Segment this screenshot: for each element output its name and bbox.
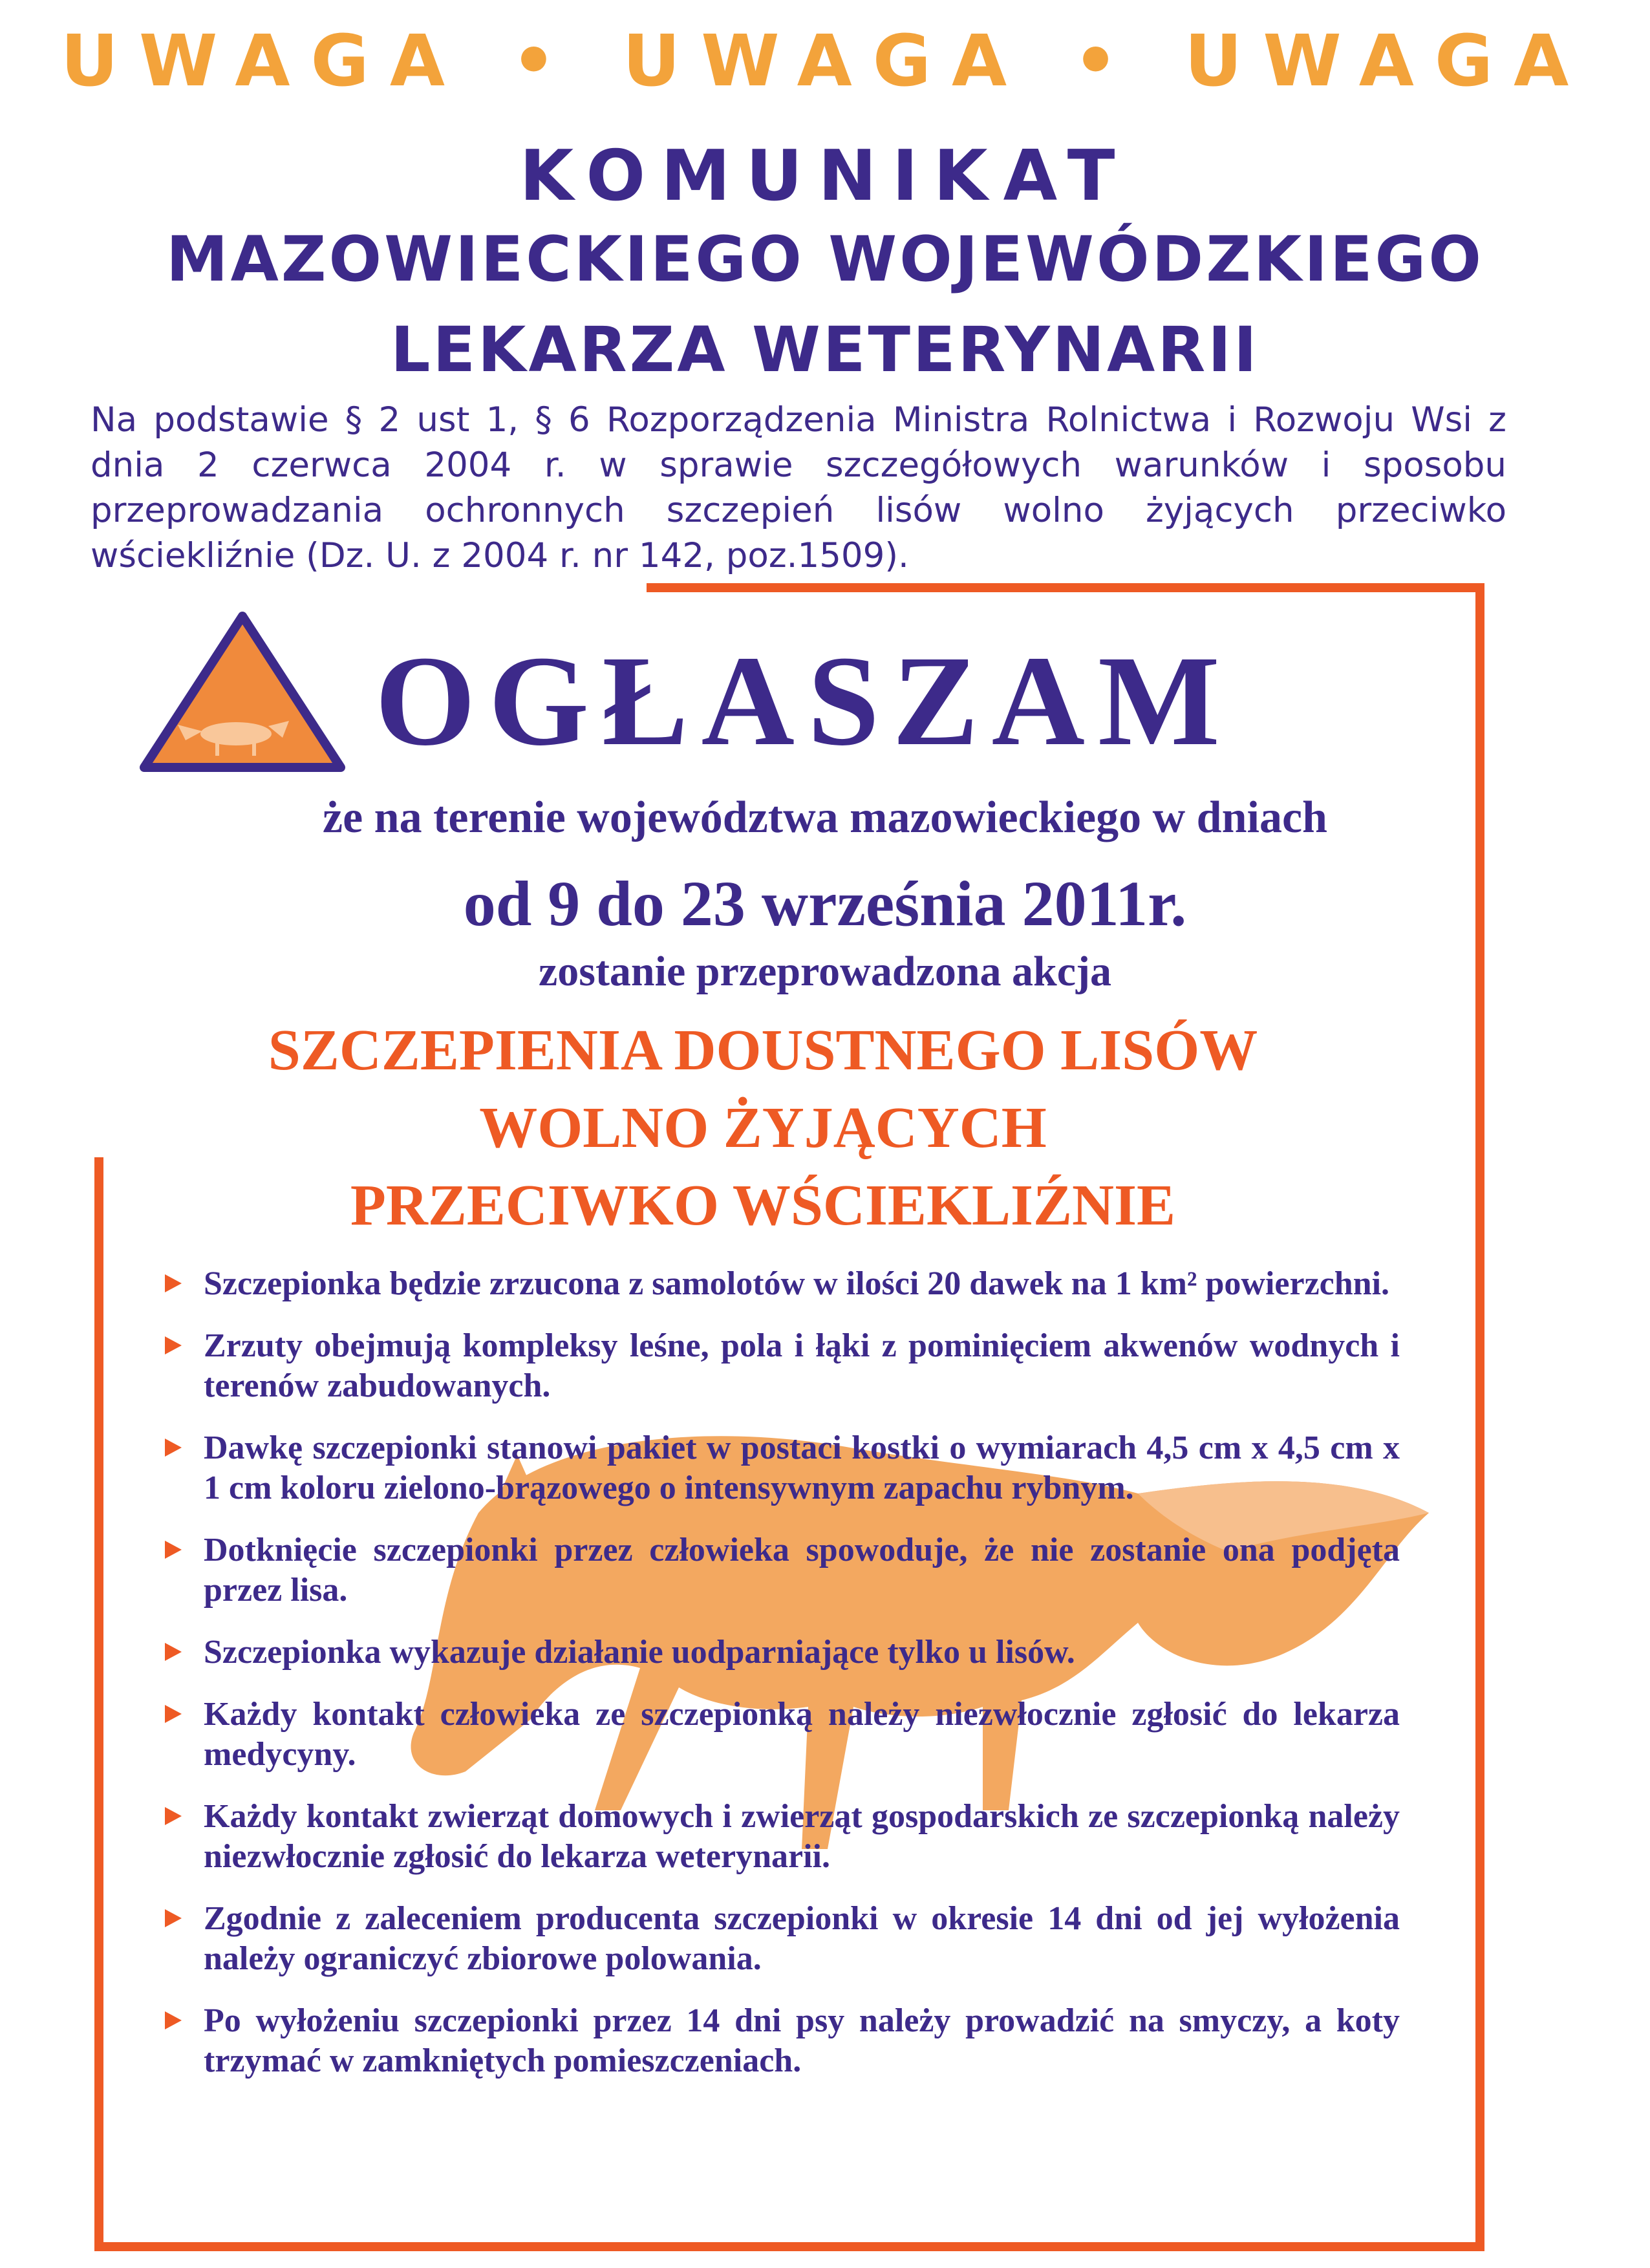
announcement-action: zostanie przeprowadzona akcja (538, 948, 1112, 995)
frame-border-top (647, 583, 1484, 592)
notice-subtitle-line2: LEKARZA WETERYNARII (391, 314, 1259, 386)
list-item-text: Po wyłożeniu szczepionki przez 14 dni psy należy prowadzić na smyczy, a koty trzymać w zamkniętych pomieszczeniach. (204, 2002, 1400, 2079)
frame-border-left (94, 1157, 103, 2251)
arrow-bullet-icon (165, 2011, 182, 2029)
arrow-bullet-icon (165, 1336, 182, 1354)
list-item (165, 1695, 1400, 1775)
attention-banner: UWAGA • UWAGA • UWAGA (60, 19, 1590, 102)
announcement-heading: OGŁASZAM (375, 630, 1233, 773)
list-item (165, 1326, 1400, 1406)
legal-basis-paragraph: Na podstawie § 2 ust 1, § 6 Rozporządzenia Ministra Rolnictwa i Rozwoju Wsi z dnia 2 czerwca 2004 r. w sprawie szczegółowych warunków i sposobu przeprowadzania ochronnych szczepień lisów wolno żyjących przeciwko wściekliźnie (Dz. U. z 2004 r. nr 142, poz.1509). (91, 400, 1506, 575)
list-item (165, 1264, 1400, 1304)
arrow-bullet-icon (165, 1909, 182, 1927)
notice-title: KOMUNIKAT (519, 136, 1131, 217)
frame-border-bottom (94, 2242, 1484, 2251)
arrow-bullet-icon (165, 1541, 182, 1559)
arrow-bullet-icon (165, 1274, 182, 1292)
announcement-intro: że na terenie województwa mazowieckiego w dniach (323, 793, 1327, 842)
campaign-title-line2: WOLNO ŻYJĄCYCH (479, 1096, 1047, 1160)
list-item (165, 1899, 1400, 1979)
list-item (165, 2001, 1400, 2081)
campaign-title-line1: SZCZEPIENIA DOUSTNEGO LISÓW (268, 1018, 1258, 1082)
notice-subtitle-line1: MAZOWIECKIEGO WOJEWÓDZKIEGO (166, 223, 1484, 295)
list-item-text: Zrzuty obejmują kompleksy leśne, pola i łąki z pominięciem akwenów wodnych i terenów zabudowanych. (204, 1327, 1400, 1404)
list-item-text: Każdy kontakt zwierząt domowych i zwierząt gospodarskich ze szczepionką należy niezwłocznie zgłosić do lekarza weterynarii. (204, 1798, 1400, 1875)
list-item-text: Każdy kontakt człowieka ze szczepionką należy niezwłocznie zgłosić do lekarza medycyny. (204, 1696, 1400, 1773)
instructions-list (165, 1264, 1400, 2103)
arrow-bullet-icon (165, 1807, 182, 1825)
list-item-text: Szczepionka wykazuje działanie uodparniające tylko u lisów. (204, 1634, 1075, 1671)
list-item-text: Dawkę szczepionki stanowi pakiet w postaci kostki o wymiarach 4,5 cm x 4,5 cm x 1 cm koloru zielono-brązowego o intensywnym zapachu rybnym. (204, 1429, 1400, 1506)
list-item (165, 1428, 1400, 1508)
arrow-bullet-icon (165, 1643, 182, 1661)
list-item-text: Szczepionka będzie zrzucona z samolotów w ilości 20 dawek na 1 km² powierzchni. (204, 1265, 1390, 1302)
list-item-text: Zgodnie z zaleceniem producenta szczepionki w okresie 14 dni od jej wyłożenia należy ograniczyć zbiorowe polowania. (204, 1900, 1400, 1977)
list-item-text: Dotknięcie szczepionki przez człowieka spowoduje, że nie zostanie ona podjęta przez lisa. (204, 1532, 1400, 1609)
list-item (165, 1632, 1400, 1673)
campaign-dates: od 9 do 23 września 2011r. (463, 868, 1187, 939)
list-item (165, 1797, 1400, 1877)
arrow-bullet-icon (165, 1439, 182, 1457)
arrow-bullet-icon (165, 1705, 182, 1723)
campaign-title-line3: PRZECIWKO WŚCIEKLIŹNIE (350, 1173, 1176, 1237)
fox-warning-sign-icon (139, 611, 346, 773)
list-item (165, 1530, 1400, 1610)
